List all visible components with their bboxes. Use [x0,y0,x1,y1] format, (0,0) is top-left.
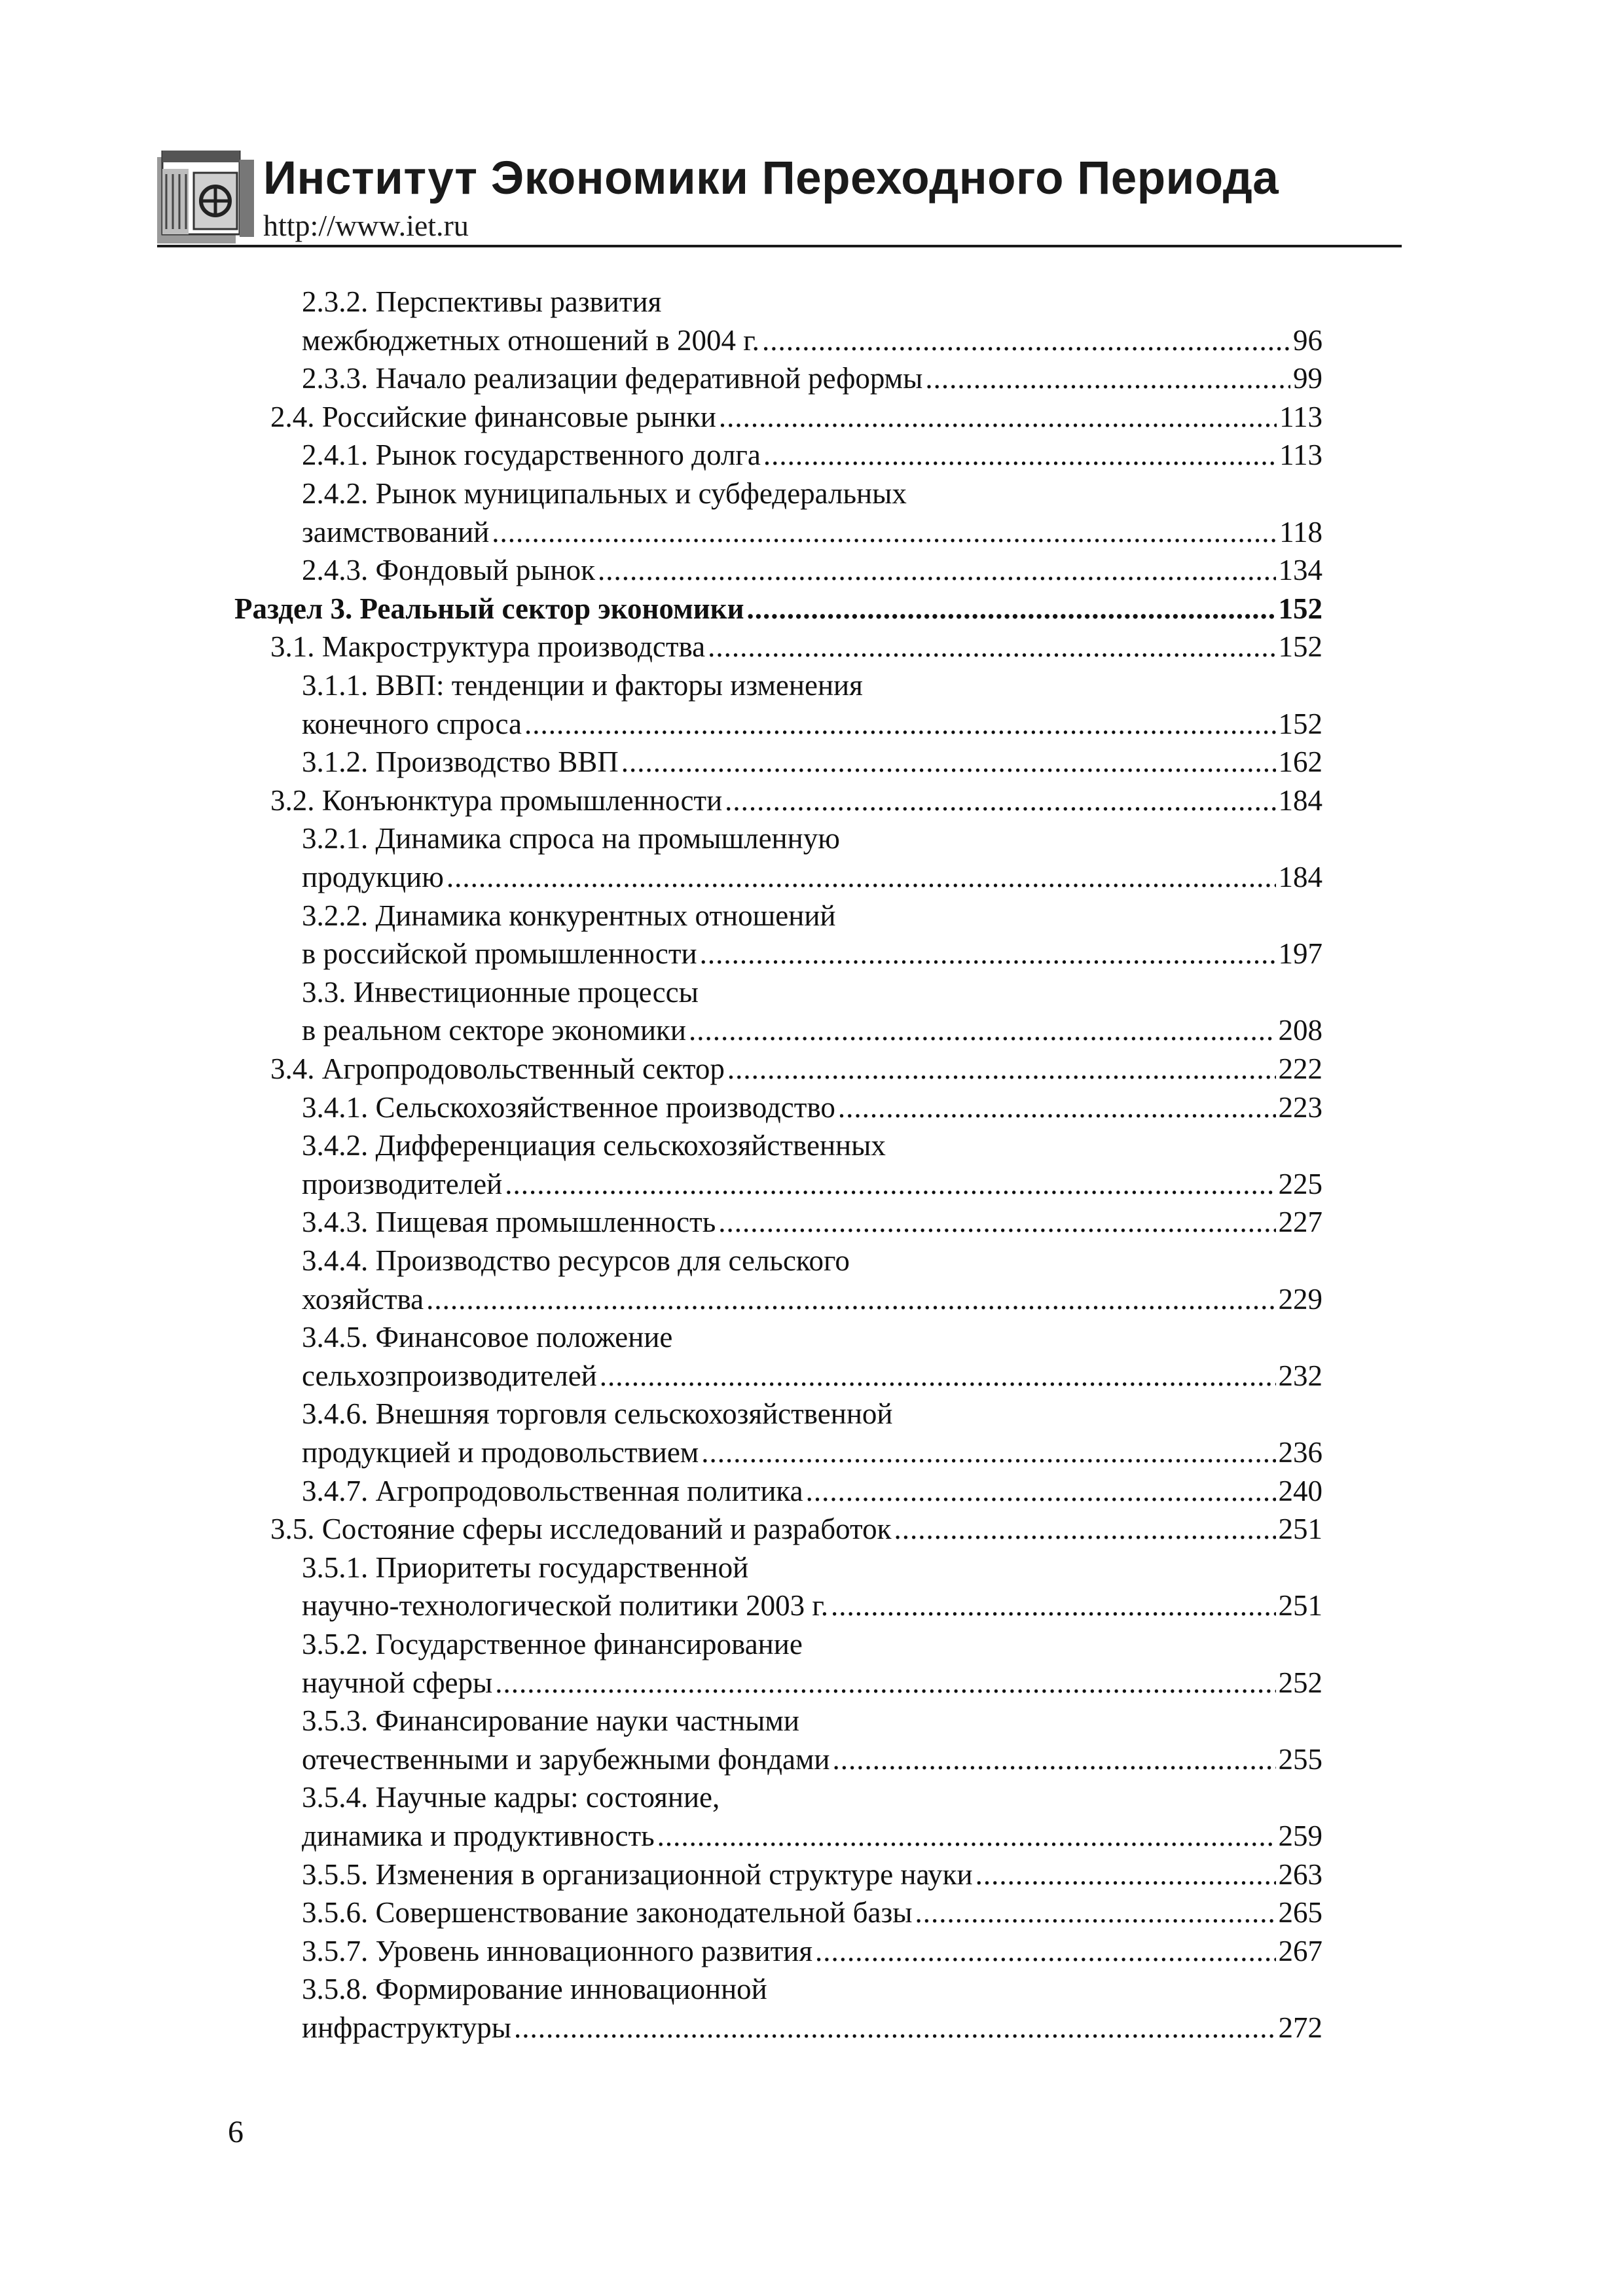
toc-entry-line [302,1126,1322,1164]
toc-entry[interactable] [302,436,1322,474]
toc-page-number: 118 [1279,516,1322,548]
toc-page-number: 255 [1278,1743,1322,1776]
toc-page-number: 272 [1278,2011,1322,2044]
toc-entry[interactable] [270,781,1322,819]
toc-entry-line [302,819,1322,857]
toc-page-number: 152 [1278,708,1322,740]
toc-entry[interactable] [302,1011,1322,1049]
toc-page-number: 251 [1278,1589,1322,1622]
dot-leader [976,1856,1276,1893]
toc-page-number: 96 [1293,324,1322,357]
dot-leader [700,935,1276,973]
toc-entry-title: 3.2.1. Динамика спроса на промышленную [302,822,840,855]
toc-page-number: 152 [1278,630,1322,663]
toc-entry-title: 3.4.7. Агропродовольственная политика [302,1475,803,1507]
toc-entry-line [302,1970,1322,2008]
dot-leader [505,1165,1275,1203]
toc-entry-line [302,1242,1322,1280]
toc-entry-title: 3.5.6. Совершенствование законодательной базы [302,1896,913,1929]
toc-entry-title: 2.3.3. Начало реализации федеративной реформы [302,362,923,395]
toc-entry[interactable] [302,858,1322,896]
dot-leader [719,398,1277,436]
toc-entry-title: в российской промышленности [302,937,697,970]
toc-entry[interactable] [302,1472,1322,1510]
toc-entry-title: продукцию [302,861,444,893]
toc-page-number: 208 [1278,1014,1322,1047]
dot-leader [747,590,1276,628]
toc-entry-title: продукцией и продовольствием [302,1436,699,1469]
toc-entry[interactable] [302,1664,1322,1702]
dot-leader [718,1203,1275,1241]
toc-entry-title: 3.4.1. Сельскохозяйственное производство [302,1091,835,1124]
toc-entry-title: 3.5.3. Финансирование науки частными [302,1704,799,1737]
toc-entry-line [302,1702,1322,1740]
toc-page-number: 113 [1279,439,1322,471]
toc-page-number: 263 [1278,1858,1322,1891]
dot-leader [762,321,1290,359]
toc-entry-title: 3.4.5. Финансовое положение [302,1321,673,1354]
toc-entry-line [302,1778,1322,1816]
toc-page-number: 252 [1278,1666,1322,1699]
toc-entry-title: в реальном секторе экономики [302,1014,686,1047]
toc-entry[interactable] [302,1203,1322,1241]
toc-entry-line [302,897,1322,935]
toc-entry-title: Раздел 3. Реальный сектор экономики [234,592,744,625]
toc-page-number: 227 [1278,1206,1322,1238]
dot-leader [600,1357,1276,1395]
dot-leader [763,436,1277,474]
toc-entry[interactable] [302,935,1322,973]
toc-page-number: 251 [1278,1513,1322,1545]
toc-entry-title: 3.4.6. Внешняя торговля сельскохозяйственной [302,1397,893,1430]
toc-entry-title: 3.3. Инвестиционные процессы [302,976,699,1009]
dot-leader [831,1587,1276,1624]
dot-leader [426,1280,1275,1318]
dot-leader [838,1088,1276,1126]
toc-entry[interactable] [270,1510,1322,1548]
toc-entry[interactable] [302,1817,1322,1855]
toc-page-number: 184 [1278,784,1322,817]
toc-entry[interactable] [302,1433,1322,1471]
toc-entry[interactable] [302,359,1322,397]
toc-entry-title: 3.5.5. Изменения в организационной структуре науки [302,1858,973,1891]
dot-leader [514,2009,1276,2047]
institute-url[interactable]: http://www.iet.ru [263,209,469,242]
toc-entry-title: 3.5.2. Государственное финансирование [302,1628,803,1660]
toc-entry[interactable] [270,398,1322,436]
toc-page-number: 236 [1278,1436,1322,1469]
dot-leader [492,513,1277,551]
dot-leader [894,1510,1275,1548]
toc-entry-title: 3.2.2. Динамика конкурентных отношений [302,899,836,932]
dot-leader [727,1050,1276,1088]
toc-entry-title: 3.4. Агропродовольственный сектор [270,1052,725,1085]
iet-logo-icon [157,151,254,243]
toc-page-number: 113 [1279,401,1322,433]
toc-entry[interactable] [302,1357,1322,1395]
toc-entry-title: заимствований [302,516,490,548]
dot-leader [815,1932,1275,1970]
toc-entry-line [302,475,1322,512]
toc-entry-line [302,1625,1322,1663]
toc-entry-title: 3.4.3. Пищевая промышленность [302,1206,716,1238]
toc-entry-title: 2.3.2. Перспективы развития [302,285,662,318]
toc-entry[interactable] [302,551,1322,589]
toc-entry-line [302,666,1322,704]
toc-entry[interactable] [302,743,1322,781]
toc-page-number: 265 [1278,1896,1322,1929]
toc-entry[interactable] [270,1050,1322,1088]
dot-leader [447,858,1276,896]
toc-entry[interactable] [270,628,1322,666]
dot-leader [524,705,1276,743]
page-header [157,151,1401,243]
toc-page-number: 240 [1278,1475,1322,1507]
toc-entry[interactable] [302,1088,1322,1126]
header-divider [157,245,1402,247]
dot-leader [598,551,1275,589]
toc-entry[interactable] [302,2009,1322,2047]
toc-entry[interactable] [302,321,1322,359]
toc-entry-title: 3.1.1. ВВП: тенденции и факторы изменения [302,669,863,702]
toc-entry-title: 2.4.3. Фондовый рынок [302,554,596,586]
toc-entry-title: конечного спроса [302,708,522,740]
toc-entry[interactable] [302,1856,1322,1893]
toc-entry-title: научной сферы [302,1666,493,1699]
toc-page-number: 162 [1278,745,1322,778]
toc-page-number: 197 [1278,937,1322,970]
toc-entry-title: 3.5.4. Научные кадры: состояние, [302,1781,720,1814]
toc-entry[interactable] [302,513,1322,551]
toc-entry-title: хозяйства [302,1283,424,1316]
dot-leader [725,781,1275,819]
toc-page-number: 259 [1278,1820,1322,1852]
toc-entry-title: 3.5.7. Уровень инновационного развития [302,1935,813,1967]
toc-page-number: 225 [1278,1168,1322,1200]
toc-entry-line [302,1395,1322,1433]
toc-page-number: 232 [1278,1359,1322,1392]
page-number: 6 [228,2115,244,2149]
toc-entry-title: 3.5. Состояние сферы исследований и разработок [270,1513,892,1545]
toc-page-number: 229 [1278,1283,1322,1316]
toc-page-number: 152 [1278,592,1322,625]
toc-entry[interactable] [302,1932,1322,1970]
toc-page-number: 134 [1278,554,1322,586]
toc-page-number: 267 [1278,1935,1322,1967]
toc-entry-title: межбюджетных отношений в 2004 г. [302,324,759,357]
toc-entry-line [302,1318,1322,1356]
dot-leader [833,1740,1276,1778]
dot-leader [495,1664,1275,1702]
toc-entry[interactable] [302,1740,1322,1778]
toc-entry[interactable] [302,1893,1322,1931]
toc-page-number: 184 [1278,861,1322,893]
toc-entry-line [302,973,1322,1011]
toc-entry-title: динамика и продуктивность [302,1820,655,1852]
toc-entry-title: производителей [302,1168,503,1200]
toc-entry-title: 2.4. Российские финансовые рынки [270,401,716,433]
toc-page-number: 223 [1278,1091,1322,1124]
toc-entry-title: 3.1.2. Производство ВВП [302,745,619,778]
toc-entry[interactable] [234,590,1322,628]
dot-leader [657,1817,1276,1855]
institute-name: Институт Экономики Переходного Периода [263,152,1279,204]
toc-entry[interactable] [302,705,1322,743]
toc-entry-title: 3.5.8. Формирование инновационной [302,1973,767,2005]
dot-leader [708,628,1275,666]
toc-entry-line [302,283,1322,321]
toc-entry-title: 3.4.4. Производство ресурсов для сельского [302,1244,850,1277]
toc-entry-title: 3.2. Конъюнктура промышленности [270,784,723,817]
toc-entry-title: 3.4.2. Дифференциация сельскохозяйственных [302,1129,886,1162]
toc-entry[interactable] [302,1587,1322,1624]
toc-entry-title: 3.1. Макроструктура производства [270,630,706,663]
dot-leader [701,1433,1275,1471]
toc-entry-title: 2.4.2. Рынок муниципальных и субфедеральных [302,477,907,510]
toc-entry-line [302,1549,1322,1587]
dot-leader [621,743,1276,781]
toc-page-number: 222 [1278,1052,1322,1085]
toc-entry-title: инфраструктуры [302,2011,511,2044]
toc-entry[interactable] [302,1280,1322,1318]
toc-entry-title: научно-технологической политики 2003 г. [302,1589,828,1622]
toc-entry-title: сельхозпроизводителей [302,1359,597,1392]
dot-leader [806,1472,1276,1510]
dot-leader [689,1011,1276,1049]
dot-leader [915,1893,1276,1931]
toc-entry[interactable] [302,1165,1322,1203]
dot-leader [925,359,1290,397]
toc-entry-title: 2.4.1. Рынок государственного долга [302,439,761,471]
toc-entry-title: 3.5.1. Приоритеты государственной [302,1551,749,1584]
toc-entry-title: отечественными и зарубежными фондами [302,1743,830,1776]
toc-page-number: 99 [1293,362,1322,395]
